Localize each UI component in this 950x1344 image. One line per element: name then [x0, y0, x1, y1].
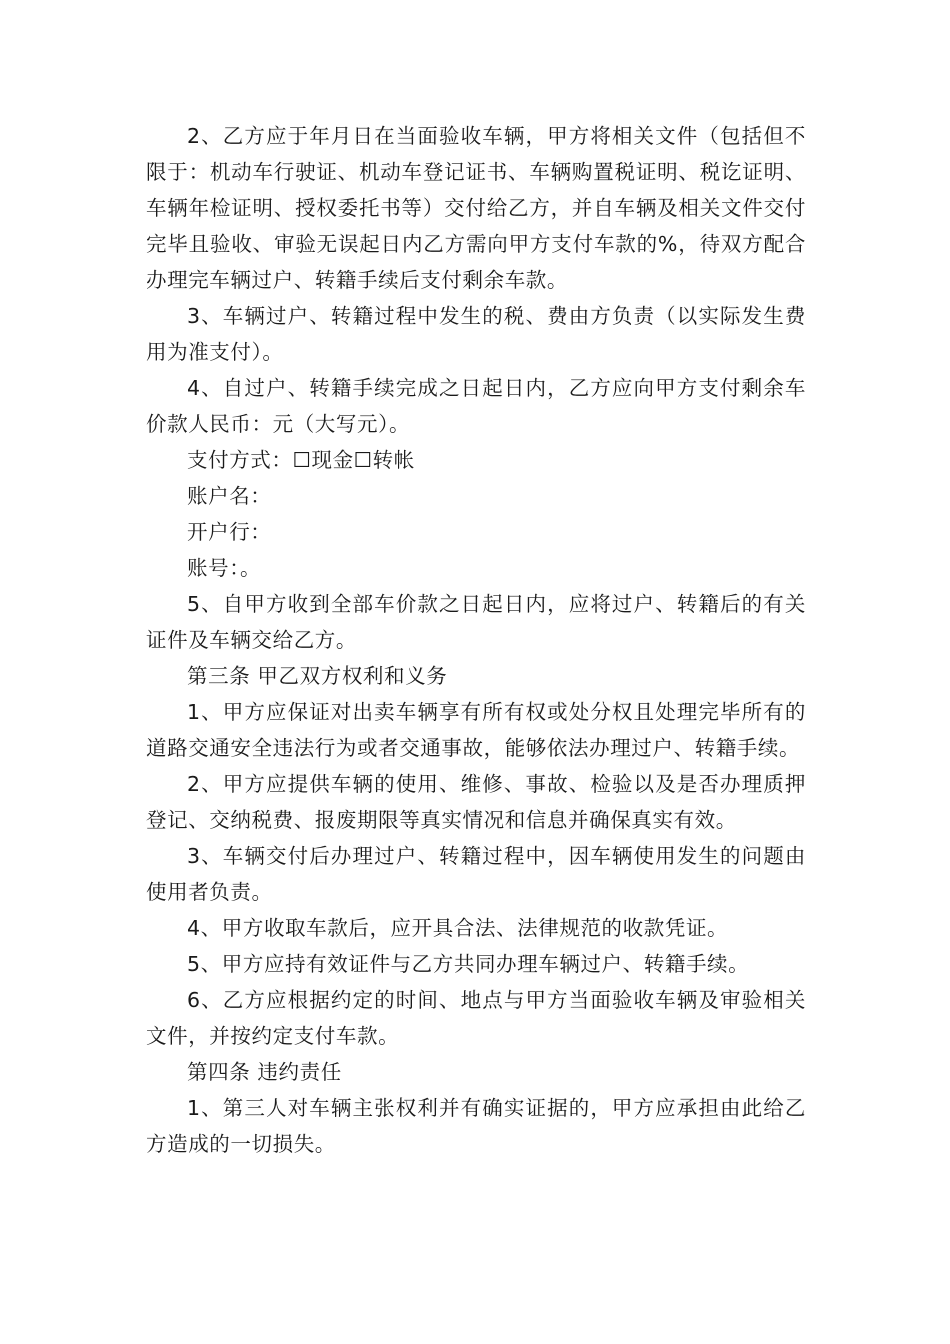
paragraph-receipt: 4、甲方收取车款后，应开具合法、法律规范的收款凭证。	[187, 916, 729, 940]
paragraph-joint-transfer: 5、甲方应持有效证件与乙方共同办理车辆过户、转籍手续。	[187, 952, 750, 976]
paragraph-vehicle-information: 2、甲方应提供车辆的使用、维修、事故、检验以及是否办理质押登记、交纳税费、报废期限等真实情况和信息并确保真实有效。	[146, 772, 806, 832]
paragraph-delivery-inspection: 2、乙方应于年月日在当面验收车辆，甲方将相关文件（包括但不限于：机动车行驶证、机动车登记证书、车辆购置税证明、税讫证明、车辆年检证明、授权委托书等）交付给乙方，并自车辆及相关文件交付完毕且验收、审验无误起日内乙方需向甲方支付车款的%，待双方配合办理完车辆过户、转籍手续后支付剩余车款。	[146, 124, 806, 292]
paragraph-buyer-inspection: 6、乙方应根据约定的时间、地点与甲方当面验收车辆及审验相关文件，并按约定支付车款。	[146, 988, 806, 1048]
paragraph-handover-documents: 5、自甲方收到全部车价款之日起日内，应将过户、转籍后的有关证件及车辆交给乙方。	[146, 592, 806, 652]
section-heading-liability: 第四条 违约责任	[187, 1060, 342, 1084]
section-heading-rights-obligations: 第三条 甲乙双方权利和义务	[187, 664, 448, 688]
account-number-line: 账号：。	[187, 556, 262, 580]
paragraph-remaining-payment: 4、自过户、转籍手续完成之日起日内，乙方应向甲方支付剩余车价款人民币：元（大写元）。	[146, 376, 806, 436]
paragraph-third-party-claims: 1、第三人对车辆主张权利并有确实证据的，甲方应承担由此给乙方造成的一切损失。	[146, 1096, 806, 1156]
paragraph-transfer-fees: 3、车辆过户、转籍过程中发生的税、费由方负责（以实际发生费用为准支付）。	[146, 304, 806, 364]
document-body	[146, 118, 806, 1162]
bank-line: 开户行：	[187, 520, 272, 544]
paragraph-ownership-guarantee: 1、甲方应保证对出卖车辆享有所有权或处分权且处理完毕所有的道路交通安全违法行为或者交通事故，能够依法办理过户、转籍手续。	[146, 700, 806, 760]
paragraph-usage-responsibility: 3、车辆交付后办理过户、转籍过程中，因车辆使用发生的问题由使用者负责。	[146, 844, 806, 904]
account-name-line: 账户名：	[187, 484, 272, 508]
payment-method-line: 支付方式：☐现金☐转帐	[187, 448, 415, 472]
